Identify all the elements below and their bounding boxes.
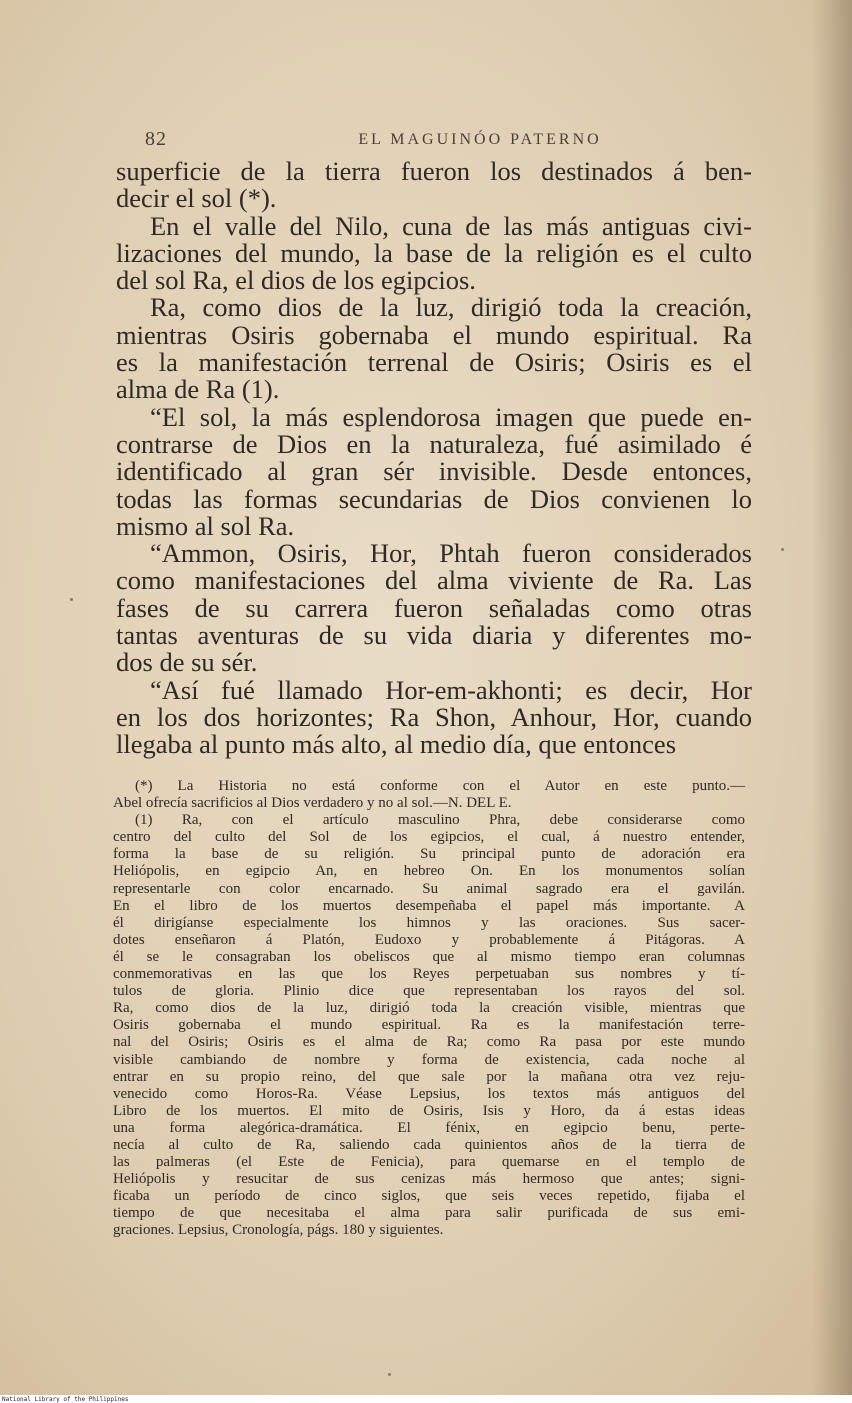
text-line: dos de su sér. — [116, 647, 258, 678]
text-line: “Así fué llamado Hor-em-akhonti; es decir, Hor — [150, 674, 752, 705]
main-text — [116, 158, 752, 759]
footnote-line: conmemorativas en las que los Reyes perpetuaban sus nombres y tí- — [113, 966, 745, 983]
footnote-line: él se le consagraban los obeliscos que al mismo tiempo eran columnas — [113, 948, 745, 965]
paper-speck — [70, 598, 73, 601]
footnote-line: (*) La Historia no está conforme con el Autor en este punto.— — [135, 778, 745, 794]
footnote-line: nal del Osiris; Osiris es el alma de Ra; como Ra pasa por este mundo — [113, 1034, 745, 1051]
text-line: Ra, como dios de la luz, dirigió toda la creación, — [150, 292, 752, 323]
text-line: llegaba al punto más alto, al medio día, que entonces — [116, 729, 677, 760]
footnote-line: tulos de gloria. Plinio dice que representaban los rayos del sol. — [113, 983, 745, 1000]
footnote-line: En el libro de los muertos desempeñaba el papel más importante. A — [113, 897, 745, 914]
footnote-line: Libro de los muertos. El mito de Osiris, Isis y Horo, da á estas ideas — [113, 1102, 745, 1119]
text-line: del sol Ra, el dios de los egipcios. — [116, 265, 476, 296]
text-line: decir el sol (*). — [116, 183, 277, 214]
page-number: 82 — [145, 128, 167, 150]
text-line: lizaciones del mundo, la base de la religión es el culto — [116, 237, 752, 268]
running-head — [145, 128, 755, 152]
footnote-line: Heliópolis y resucitar de sus cenizas más hermoso que antes; signi- — [113, 1171, 745, 1188]
footnote-line: graciones. Lepsius, Cronología, págs. 180 y siguientes. — [113, 1222, 444, 1239]
text-line: fases de su carrera fueron señaladas como otras — [116, 592, 752, 623]
text-line: “El sol, la más esplendorosa imagen que puede en- — [150, 401, 752, 432]
text-line: En el valle del Nilo, cuna de las más antiguas civi- — [150, 210, 752, 241]
text-line: mismo al sol Ra. — [116, 510, 295, 541]
footnote-line: representarle con color encarnado. Su animal sagrado era el gavilán. — [113, 880, 745, 897]
footnote-line: Abel ofrecía sacrificios al Dios verdadero y no al sol.—N. DEL E. — [113, 795, 512, 812]
text-line: mientras Osiris gobernaba el mundo espiritual. Ra — [116, 319, 752, 350]
text-line: identificado al gran sér invisible. Desde entonces, — [116, 456, 752, 487]
footnote-line: tiempo de que necesitaba el alma para salir purificada de sus emi- — [113, 1205, 745, 1222]
footnote-line: él dirigíanse especialmente los himnos y las oraciones. Sus sacer- — [113, 914, 745, 931]
footnote-line: una forma alegórica-dramática. El fénix, en egipcio benu, perte- — [113, 1119, 745, 1136]
footnote-line: Osiris gobernaba el mundo espiritual. Ra es la manifestación terre- — [113, 1017, 745, 1034]
text-line: alma de Ra (1). — [116, 374, 280, 405]
library-credit: National Library of the Philippines — [2, 1396, 129, 1403]
footnote-line: entrar en su propio reino, del que sale por la mañana otra vez reju- — [113, 1068, 745, 1085]
paper-speck — [781, 548, 784, 551]
footnote-line: visible cambiando de nombre y forma de existencia, cada noche al — [113, 1051, 745, 1068]
page-edge-shadow — [812, 0, 852, 1395]
text-line: contrarse de Dios en la naturaleza, fué asimilado é — [116, 428, 752, 459]
footnote-line: Ra, como dios de la luz, dirigió toda la creación visible, mientras que — [113, 1000, 745, 1017]
text-line: tantas aventuras de su vida diaria y diferentes mo- — [116, 620, 752, 651]
footnote-line: Heliópolis, en egipcio An, en hebreo On. En los monumentos solían — [113, 863, 745, 880]
footnote-line: (1) Ra, con el artículo masculino Phra, debe considerarse como — [135, 812, 745, 829]
text-line: “Ammon, Osiris, Hor, Phtah fueron considerados — [150, 538, 752, 569]
footnote-line: dotes enseñaron á Platón, Eudoxo y probablemente á Pitágoras. A — [113, 931, 745, 948]
footnote-line: centro del culto del Sol de los egipcios, el cual, á nuestro entender, — [113, 829, 745, 846]
text-line: en los dos horizontes; Ra Shon, Anhour, Hor, cuando — [116, 701, 752, 732]
text-line: como manifestaciones del alma viviente de Ra. Las — [116, 565, 752, 596]
footnote-line: venecido como Horos-Ra. Véase Lepsius, los textos más antiguos del — [113, 1085, 745, 1102]
footnote-line: las palmeras (el Este de Fenicia), para quemarse en el templo de — [113, 1154, 745, 1171]
text-line: superficie de la tierra fueron los destinados á ben- — [116, 156, 752, 186]
text-line: todas las formas secundarias de Dios convienen lo — [116, 483, 752, 514]
footnote-line: ficaba un período de cinco siglos, que seis veces repetido, fijaba el — [113, 1188, 745, 1205]
paper-speck — [388, 1373, 391, 1376]
text-line: es la manifestación terrenal de Osiris; Osiris es el — [116, 347, 752, 378]
footnotes — [113, 778, 745, 1240]
footnote-line: forma la base de su religión. Su principal punto de adoración era — [113, 846, 745, 863]
footnote-line: necía al culto de Ra, saliendo cada quinientos años de la tierra de — [113, 1136, 745, 1153]
running-title: EL MAGUINÓO PATERNO — [358, 131, 602, 148]
